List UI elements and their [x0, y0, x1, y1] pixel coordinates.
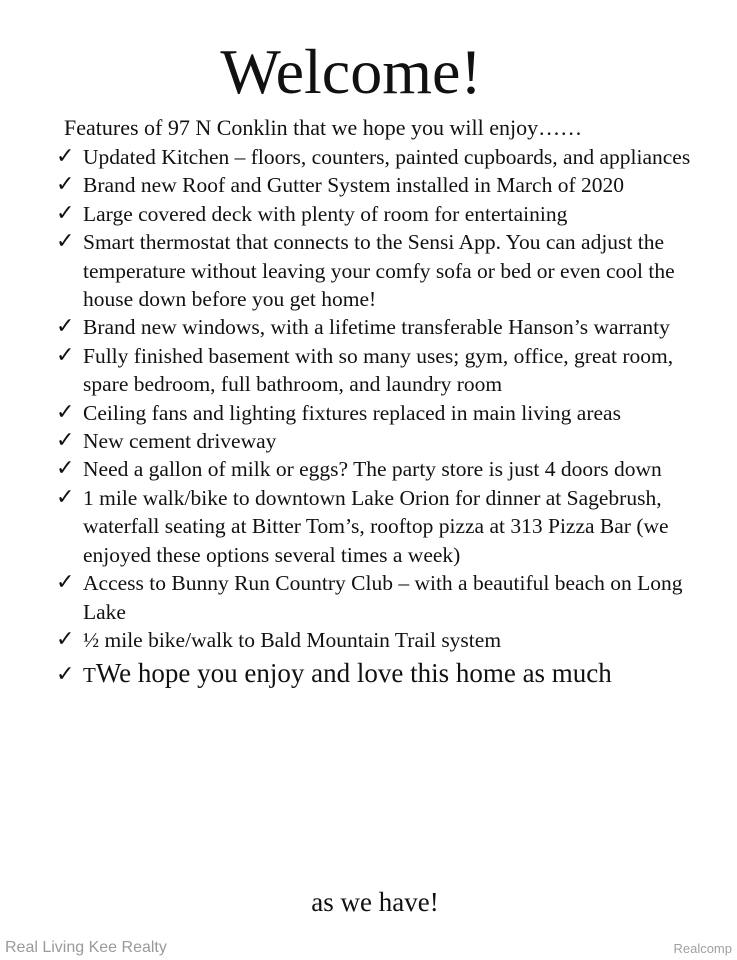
- check-mark-icon: ✓: [56, 484, 75, 510]
- check-mark-icon: ✓: [56, 428, 75, 454]
- check-mark-icon: ✓: [56, 399, 75, 425]
- feature-text: Smart thermostat that connects to the Sensi App. You can adjust the temperature without leaving your comfy sofa or bed or even cool the house down before you get home!: [83, 230, 675, 312]
- feature-text: Access to Bunny Run Country Club – with a beautiful beach on Long Lake: [83, 571, 683, 624]
- feature-text: Updated Kitchen – floors, counters, painted cupboards, and appliances: [83, 145, 691, 169]
- check-mark-icon: ✓: [56, 342, 75, 368]
- feature-item: [56, 455, 696, 483]
- check-mark-icon: ✓: [56, 200, 75, 226]
- feature-text: ½ mile bike/walk to Bald Mountain Trail system: [83, 627, 502, 652]
- feature-text: Large covered deck with plenty of room for entertaining: [83, 201, 568, 226]
- check-mark-icon: ✓: [56, 314, 75, 340]
- check-mark-icon: ✓: [56, 626, 75, 652]
- brokerage-watermark: Real Living Kee Realty: [5, 939, 167, 956]
- feature-item: [56, 427, 696, 455]
- closing-line-2: as we have!: [311, 887, 439, 917]
- feature-item: [56, 228, 696, 313]
- feature-item: [56, 342, 696, 399]
- feature-item: [56, 484, 696, 569]
- feature-item: [56, 143, 696, 171]
- feature-text: New cement driveway: [83, 429, 277, 454]
- intro-text: Features of 97 N Conklin that we hope you will enjoy……: [64, 115, 583, 140]
- feature-item: [56, 313, 696, 341]
- check-mark-icon: ✓: [56, 662, 75, 688]
- closing-item: [56, 656, 696, 693]
- check-mark-icon: ✓: [56, 229, 75, 255]
- feature-text: Brand new Roof and Gutter System installed in March of 2020: [83, 173, 624, 198]
- feature-text: 1 mile walk/bike to downtown Lake Orion for dinner at Sagebrush, waterfall seating at Bitter Tom’s, rooftop pizza at 313 Pizza Bar (we enjoyed these options several times a week): [83, 485, 669, 567]
- feature-text: Ceiling fans and lighting fixtures replaced in main living areas: [83, 400, 621, 425]
- feature-item: [56, 399, 696, 427]
- stray-letter: T: [83, 663, 96, 688]
- check-mark-icon: ✓: [56, 172, 75, 198]
- feature-item: [56, 200, 696, 228]
- check-mark-icon: ✓: [56, 570, 75, 596]
- feature-list: [56, 143, 696, 693]
- feature-item: [56, 171, 696, 199]
- feature-text: Fully finished basement with so many uses; gym, office, great room, spare bedroom, full bathroom, and laundry room: [83, 343, 674, 397]
- feature-text: Brand new windows, with a lifetime transferable Hanson’s warranty: [83, 315, 670, 340]
- source-watermark: Realcomp: [673, 941, 732, 956]
- closing-line-1: We hope you enjoy and love this home as much: [95, 658, 612, 689]
- page-title: Welcome!: [220, 36, 482, 107]
- check-mark-icon: ✓: [56, 144, 75, 169]
- feature-text: Need a gallon of milk or eggs? The party store is just 4 doors down: [83, 457, 662, 482]
- feature-item: [56, 626, 696, 654]
- check-mark-icon: ✓: [56, 456, 75, 482]
- feature-item: [56, 569, 696, 626]
